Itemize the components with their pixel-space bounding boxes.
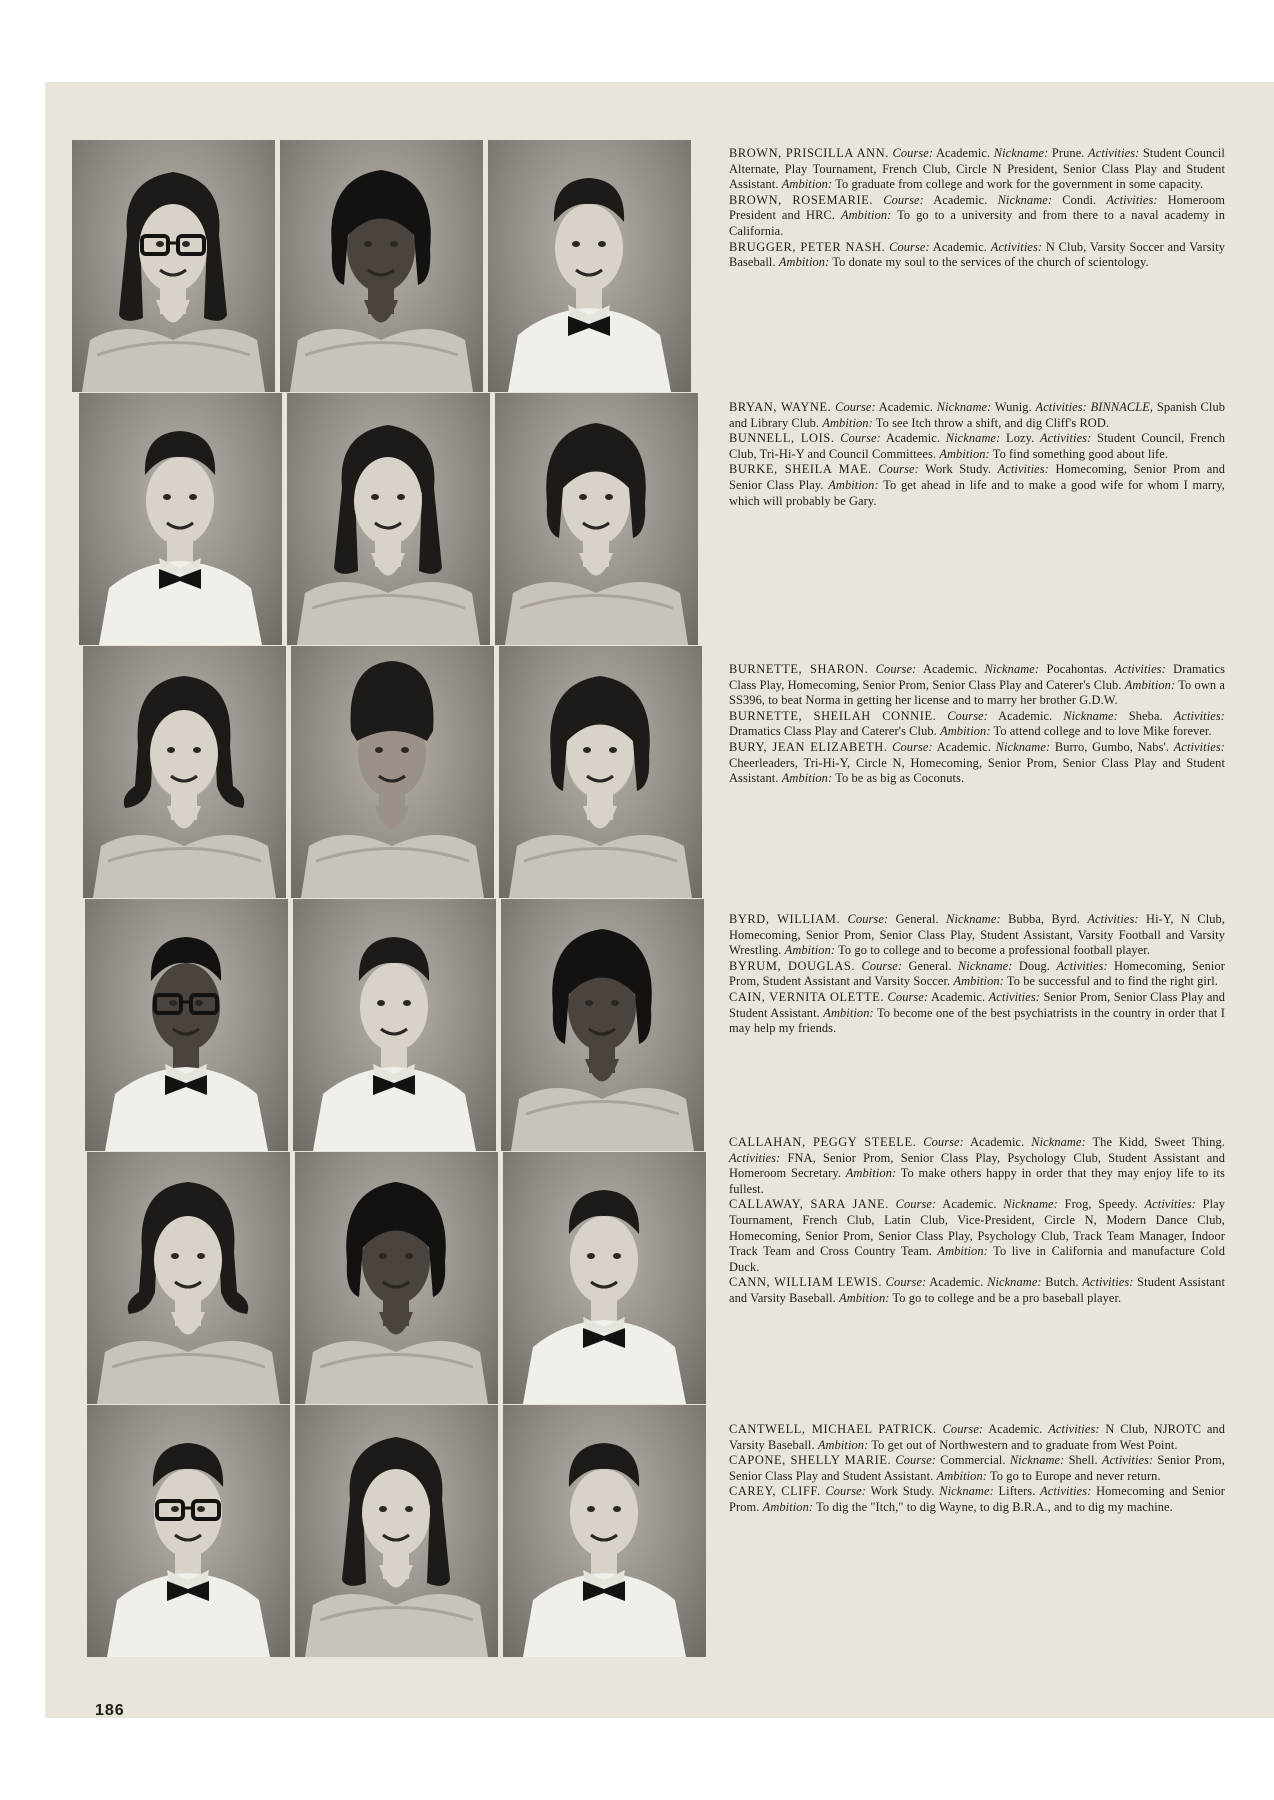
field-label: Course: xyxy=(942,1422,984,1436)
field-label: Activities: xyxy=(1088,146,1140,160)
field-value: Homecoming, Senior Prom and Senior Class Play. xyxy=(729,462,1225,492)
student-name: CANTWELL, MICHAEL PATRICK. xyxy=(729,1422,937,1436)
field-label: Activities: xyxy=(997,462,1049,477)
student-portrait-photo xyxy=(83,646,286,898)
bio-group xyxy=(729,662,1225,787)
field-value: To attend college and to love Mike forever. xyxy=(993,724,1212,739)
field-value: Dramatics Class Play, Homecoming, Senior Prom, Senior Class Play and Caterer's Club. xyxy=(729,662,1225,692)
portrait-row xyxy=(85,899,730,1151)
field-label: Nickname: xyxy=(1003,1197,1058,1212)
field-value: Butch. xyxy=(1045,1275,1079,1290)
field-label: Nickname: xyxy=(995,739,1051,754)
student-name: BRYAN, WAYNE. xyxy=(729,400,832,414)
field-label: Ambition: xyxy=(822,415,873,430)
student-name: CALLAWAY, SARA JANE. xyxy=(729,1197,889,1212)
field-value: Academic. xyxy=(885,431,941,446)
student-name: BRUGGER, PETER NASH. xyxy=(729,239,886,254)
field-label: Nickname: xyxy=(1009,1453,1065,1468)
field-label: Nickname: xyxy=(946,912,1001,926)
field-value: Cheerleaders, Tri-Hi-Y, Circle N, Homecoming, Senior Prom, Senior Class Play and Student Assistant. xyxy=(729,755,1225,786)
student-name: BYRD, WILLIAM. xyxy=(729,912,841,926)
student-name: BURY, JEAN ELIZABETH. xyxy=(729,739,888,754)
bio-group xyxy=(729,400,1225,509)
field-label: Ambition: xyxy=(953,974,1004,989)
field-label: Course: xyxy=(878,462,919,477)
student-entry xyxy=(729,193,1225,240)
field-value: Frog, Speedy. xyxy=(1064,1197,1138,1212)
field-label: Course: xyxy=(923,1135,964,1149)
field-label: Nickname: xyxy=(984,662,1040,676)
bio-group xyxy=(729,1422,1225,1516)
field-value: To go to Europe and never return. xyxy=(989,1468,1161,1483)
page-number: 186 xyxy=(95,1702,125,1719)
field-label: Course: xyxy=(889,239,930,254)
student-name: BROWN, ROSEMARIE. xyxy=(729,192,874,207)
student-portrait-photo xyxy=(85,899,288,1151)
field-value: To see Itch throw a shift, and dig Cliff's ROD. xyxy=(875,415,1110,430)
field-value: Pocahontas. xyxy=(1046,662,1108,676)
field-value: Academic. xyxy=(935,146,991,160)
student-portrait-photo xyxy=(87,1405,290,1657)
field-label: Activities: xyxy=(1114,662,1166,676)
student-entry xyxy=(729,431,1225,462)
field-value: To get out of Northwestern and to graduate from West Point. xyxy=(871,1437,1178,1452)
portrait-row xyxy=(87,1405,732,1657)
student-portrait-photo xyxy=(287,393,490,645)
field-label: Course: xyxy=(861,958,903,973)
field-label: Course: xyxy=(895,1197,937,1212)
field-label: Activities: xyxy=(729,1150,781,1165)
field-value: To go to college and to become a professional football player. xyxy=(838,943,1151,958)
field-value: Lozy. xyxy=(1006,431,1035,446)
student-name: BURNETTE, SHARON. xyxy=(729,662,869,676)
field-label: Ambition: xyxy=(817,1437,869,1452)
student-entry xyxy=(729,1135,1225,1197)
field-value: Academic. xyxy=(942,1197,997,1212)
field-label: Activities: xyxy=(1144,1197,1196,1212)
student-name: CAREY, CLIFF. xyxy=(729,1484,821,1499)
field-label: Course: xyxy=(895,1453,937,1468)
student-entry xyxy=(729,240,1225,271)
field-value: Academic. xyxy=(932,239,988,254)
student-portrait-photo xyxy=(79,393,282,645)
field-value: Condi. xyxy=(1062,192,1097,207)
field-value: Academic. xyxy=(988,1422,1043,1436)
field-label: Ambition: xyxy=(939,446,990,461)
student-entry xyxy=(729,146,1225,193)
student-entry xyxy=(729,1197,1225,1275)
student-name: BROWN, PRISCILLA ANN. xyxy=(729,146,889,160)
field-value: Academic. xyxy=(922,662,978,676)
bio-group xyxy=(729,146,1225,271)
field-label: Activities: xyxy=(1106,192,1158,207)
field-value: Senior Prom, Senior Class Play and Student Assistant. xyxy=(729,989,1226,1020)
student-portrait-photo xyxy=(280,140,483,392)
field-label: Ambition: xyxy=(840,208,892,223)
field-value: Homecoming and Senior Prom. xyxy=(729,1484,1226,1514)
field-value: Academic. xyxy=(878,400,933,414)
field-value: Academic. xyxy=(929,1275,984,1290)
field-value: Work Study. xyxy=(870,1484,935,1499)
student-portrait-photo xyxy=(503,1405,706,1657)
field-value: To go to college and be a pro baseball player. xyxy=(892,1290,1122,1305)
field-value: Work Study. xyxy=(925,462,992,477)
field-value: To go to a university and from there to a naval academy in California. xyxy=(729,208,1226,238)
student-entry xyxy=(729,1484,1225,1515)
field-label: Course: xyxy=(892,739,933,754)
field-label: Ambition: xyxy=(839,1290,890,1305)
field-value: Commercial. xyxy=(940,1453,1006,1468)
field-label: Nickname: xyxy=(997,192,1053,207)
field-label: Course: xyxy=(883,192,924,207)
student-entry xyxy=(729,1422,1225,1453)
portrait-row xyxy=(83,646,728,898)
bio-group xyxy=(729,1135,1225,1307)
field-label: Course: xyxy=(892,146,934,160)
field-value: To make others happy in order that they may enjoy life to its fullest. xyxy=(729,1166,1225,1196)
field-value: The Kidd, Sweet Thing. xyxy=(1092,1135,1225,1149)
field-value: To find something good about life. xyxy=(992,446,1169,461)
field-value: To own a SS396, to beat Norma in getting her license and to marry her brother G.D.W. xyxy=(729,677,1226,708)
field-label: Activities: xyxy=(1082,1275,1134,1290)
student-portrait-photo xyxy=(501,899,704,1151)
student-portrait-photo xyxy=(295,1405,498,1657)
field-value: N Club, Varsity Soccer and Varsity Baseball. xyxy=(729,239,1226,270)
field-value: Shell. xyxy=(1068,1453,1098,1468)
field-value: To get ahead in life and to make a good wife for whom I marry, which will probably be Gary. xyxy=(729,477,1225,508)
field-label: BINNACLE, xyxy=(1090,400,1154,414)
field-label: Nickname: xyxy=(939,1484,994,1499)
field-label: Nickname: xyxy=(957,958,1013,973)
field-value: Student Council Alternate, Play Tournament, French Club, Circle N President, Senior Class Play and Student Assistant. xyxy=(729,146,1225,192)
field-label: Activities: xyxy=(990,239,1043,254)
portrait-row xyxy=(79,393,724,645)
field-value: Academic. xyxy=(998,708,1053,723)
student-portrait-photo xyxy=(293,899,496,1151)
student-portrait-photo xyxy=(495,393,698,645)
field-value: Prune. xyxy=(1051,146,1085,160)
field-value: Sheba. xyxy=(1128,708,1163,723)
field-value: Play Tournament, French Club, Latin Club, Vice-President, Circle N, Modern Dance Club, Homecoming, Senior Prom, Senior Class Play, Psychology Club, Track Team Manager, Indoor Track Team and Cross Country Team. xyxy=(729,1197,1226,1259)
field-label: Ambition: xyxy=(778,255,830,270)
student-entry xyxy=(729,709,1225,740)
student-entry xyxy=(729,400,1225,431)
field-value: Spanish Club and Library Club. xyxy=(729,400,1226,430)
student-name: BURNETTE, SHEILAH CONNIE. xyxy=(729,708,937,723)
student-entry xyxy=(729,662,1225,709)
field-value: To be successful and to find the right girl. xyxy=(1006,974,1218,989)
field-value: Academic. xyxy=(936,739,991,754)
student-portrait-photo xyxy=(499,646,702,898)
student-entry xyxy=(729,959,1225,990)
field-value: To become one of the best psychiatrists in the country in order that I may help my friends. xyxy=(729,1005,1225,1036)
field-value: N Club, NJROTC and Varsity Baseball. xyxy=(729,1422,1226,1452)
field-value: Student Council, French Club, Tri-Hi-Y and Council Committees. xyxy=(729,431,1226,461)
field-value: Student Assistant and Varsity Baseball. xyxy=(729,1275,1225,1305)
student-name: BURKE, SHEILA MAE. xyxy=(729,462,872,477)
student-portrait-photo xyxy=(72,140,275,392)
field-label: Course: xyxy=(947,708,988,723)
student-name: CAIN, VERNITA OLETTE. xyxy=(729,989,885,1004)
field-value: To live in California and manufacture Cold Duck. xyxy=(729,1244,1225,1274)
field-value: Doug. xyxy=(1018,958,1050,973)
field-label: Course: xyxy=(835,400,876,414)
field-value: To be as big as Coconuts. xyxy=(835,771,965,786)
student-entry xyxy=(729,990,1225,1037)
field-label: Course: xyxy=(840,431,881,446)
field-label: Activities: xyxy=(1040,1484,1092,1499)
field-value: Lifters. xyxy=(998,1484,1036,1499)
field-label: Activities: xyxy=(1173,708,1225,723)
portrait-row xyxy=(87,1152,732,1404)
student-entry xyxy=(729,1453,1225,1484)
field-value: Academic. xyxy=(970,1135,1025,1149)
student-portrait-photo xyxy=(503,1152,706,1404)
field-value: Bubba, Byrd. xyxy=(1008,912,1080,926)
field-label: Activities: xyxy=(1048,1422,1100,1436)
field-label: Activities: xyxy=(1056,958,1108,973)
field-value: Academic. xyxy=(933,192,988,207)
field-label: Ambition: xyxy=(937,1244,988,1259)
field-value: Academic. xyxy=(930,989,986,1004)
field-value: Hi-Y, N Club, Homecoming, Senior Prom, Senior Class Play, Student Assistant, Varsity Football and Varsity Wrestling. xyxy=(729,912,1226,958)
field-value: FNA, Senior Prom, Senior Class Play, Psychology Club, Student Assistant and Homeroom Secretary. xyxy=(729,1150,1225,1181)
portrait-row xyxy=(72,140,717,392)
field-label: Course: xyxy=(887,989,929,1004)
field-label: Ambition: xyxy=(781,771,833,786)
field-label: Ambition: xyxy=(1124,677,1176,692)
student-entry xyxy=(729,912,1225,959)
field-label: Nickname: xyxy=(945,431,1001,446)
field-label: Nickname: xyxy=(1063,708,1118,723)
field-label: Ambition: xyxy=(762,1499,814,1514)
field-label: Course: xyxy=(847,912,889,926)
field-label: Ambition: xyxy=(940,724,991,739)
student-name: CANN, WILLIAM LEWIS. xyxy=(729,1275,883,1290)
student-entry xyxy=(729,1275,1225,1306)
bio-group xyxy=(729,912,1225,1037)
student-name: CALLAHAN, PEGGY STEELE. xyxy=(729,1135,917,1149)
field-label: Ambition: xyxy=(823,1005,874,1020)
student-name: BUNNELL, LOIS. xyxy=(729,431,835,446)
field-value: To graduate from college and work for the government in some capacity. xyxy=(835,177,1204,192)
field-value: General. xyxy=(895,912,939,926)
field-label: Course: xyxy=(875,662,917,676)
field-label: Activities: xyxy=(988,989,1040,1004)
field-label: Activities: xyxy=(1101,1453,1154,1468)
student-portrait-photo xyxy=(488,140,691,392)
student-portrait-photo xyxy=(291,646,494,898)
field-label: Nickname: xyxy=(1031,1135,1086,1149)
field-value: Dramatics Class Play and Caterer's Club. xyxy=(729,724,937,739)
field-label: Course: xyxy=(885,1275,927,1290)
field-label: Activities: xyxy=(1087,912,1139,926)
student-name: CAPONE, SHELLY MARIE. xyxy=(729,1453,892,1468)
field-value: Wunig. xyxy=(994,400,1032,414)
field-label: Course: xyxy=(825,1484,866,1499)
field-label: Activities: xyxy=(1039,431,1092,446)
field-label: Ambition: xyxy=(936,1468,987,1483)
field-label: Nickname: xyxy=(987,1275,1042,1290)
field-value: To donate my soul to the services of the church of scientology. xyxy=(832,255,1149,270)
field-label: Ambition: xyxy=(781,177,833,192)
field-label: Nickname: xyxy=(936,400,992,414)
field-label: Nickname: xyxy=(993,146,1049,160)
student-name: BYRUM, DOUGLAS. xyxy=(729,958,856,973)
field-label: Ambition: xyxy=(845,1166,897,1181)
field-label: Activities: xyxy=(1173,739,1225,754)
field-value: Homeroom President and HRC. xyxy=(729,192,1225,223)
student-entry xyxy=(729,740,1225,787)
yearbook-page xyxy=(45,82,1274,1718)
field-value: Homecoming, Senior Prom, Student Assistant and Varsity Soccer. xyxy=(729,958,1225,989)
field-label: Activities: xyxy=(1035,400,1087,414)
field-label: Ambition: xyxy=(784,943,836,958)
field-value: Burro, Gumbo, Nabs'. xyxy=(1054,739,1170,754)
field-label: Ambition: xyxy=(828,477,879,492)
field-value: Senior Prom, Senior Class Play and Student Assistant. xyxy=(729,1453,1225,1483)
field-value: General. xyxy=(908,958,952,973)
student-portrait-photo xyxy=(87,1152,290,1404)
student-portrait-photo xyxy=(295,1152,498,1404)
field-value: To dig the "Itch," to dig Wayne, to dig B.R.A., and to dig my machine. xyxy=(816,1499,1173,1514)
student-entry xyxy=(729,462,1225,509)
